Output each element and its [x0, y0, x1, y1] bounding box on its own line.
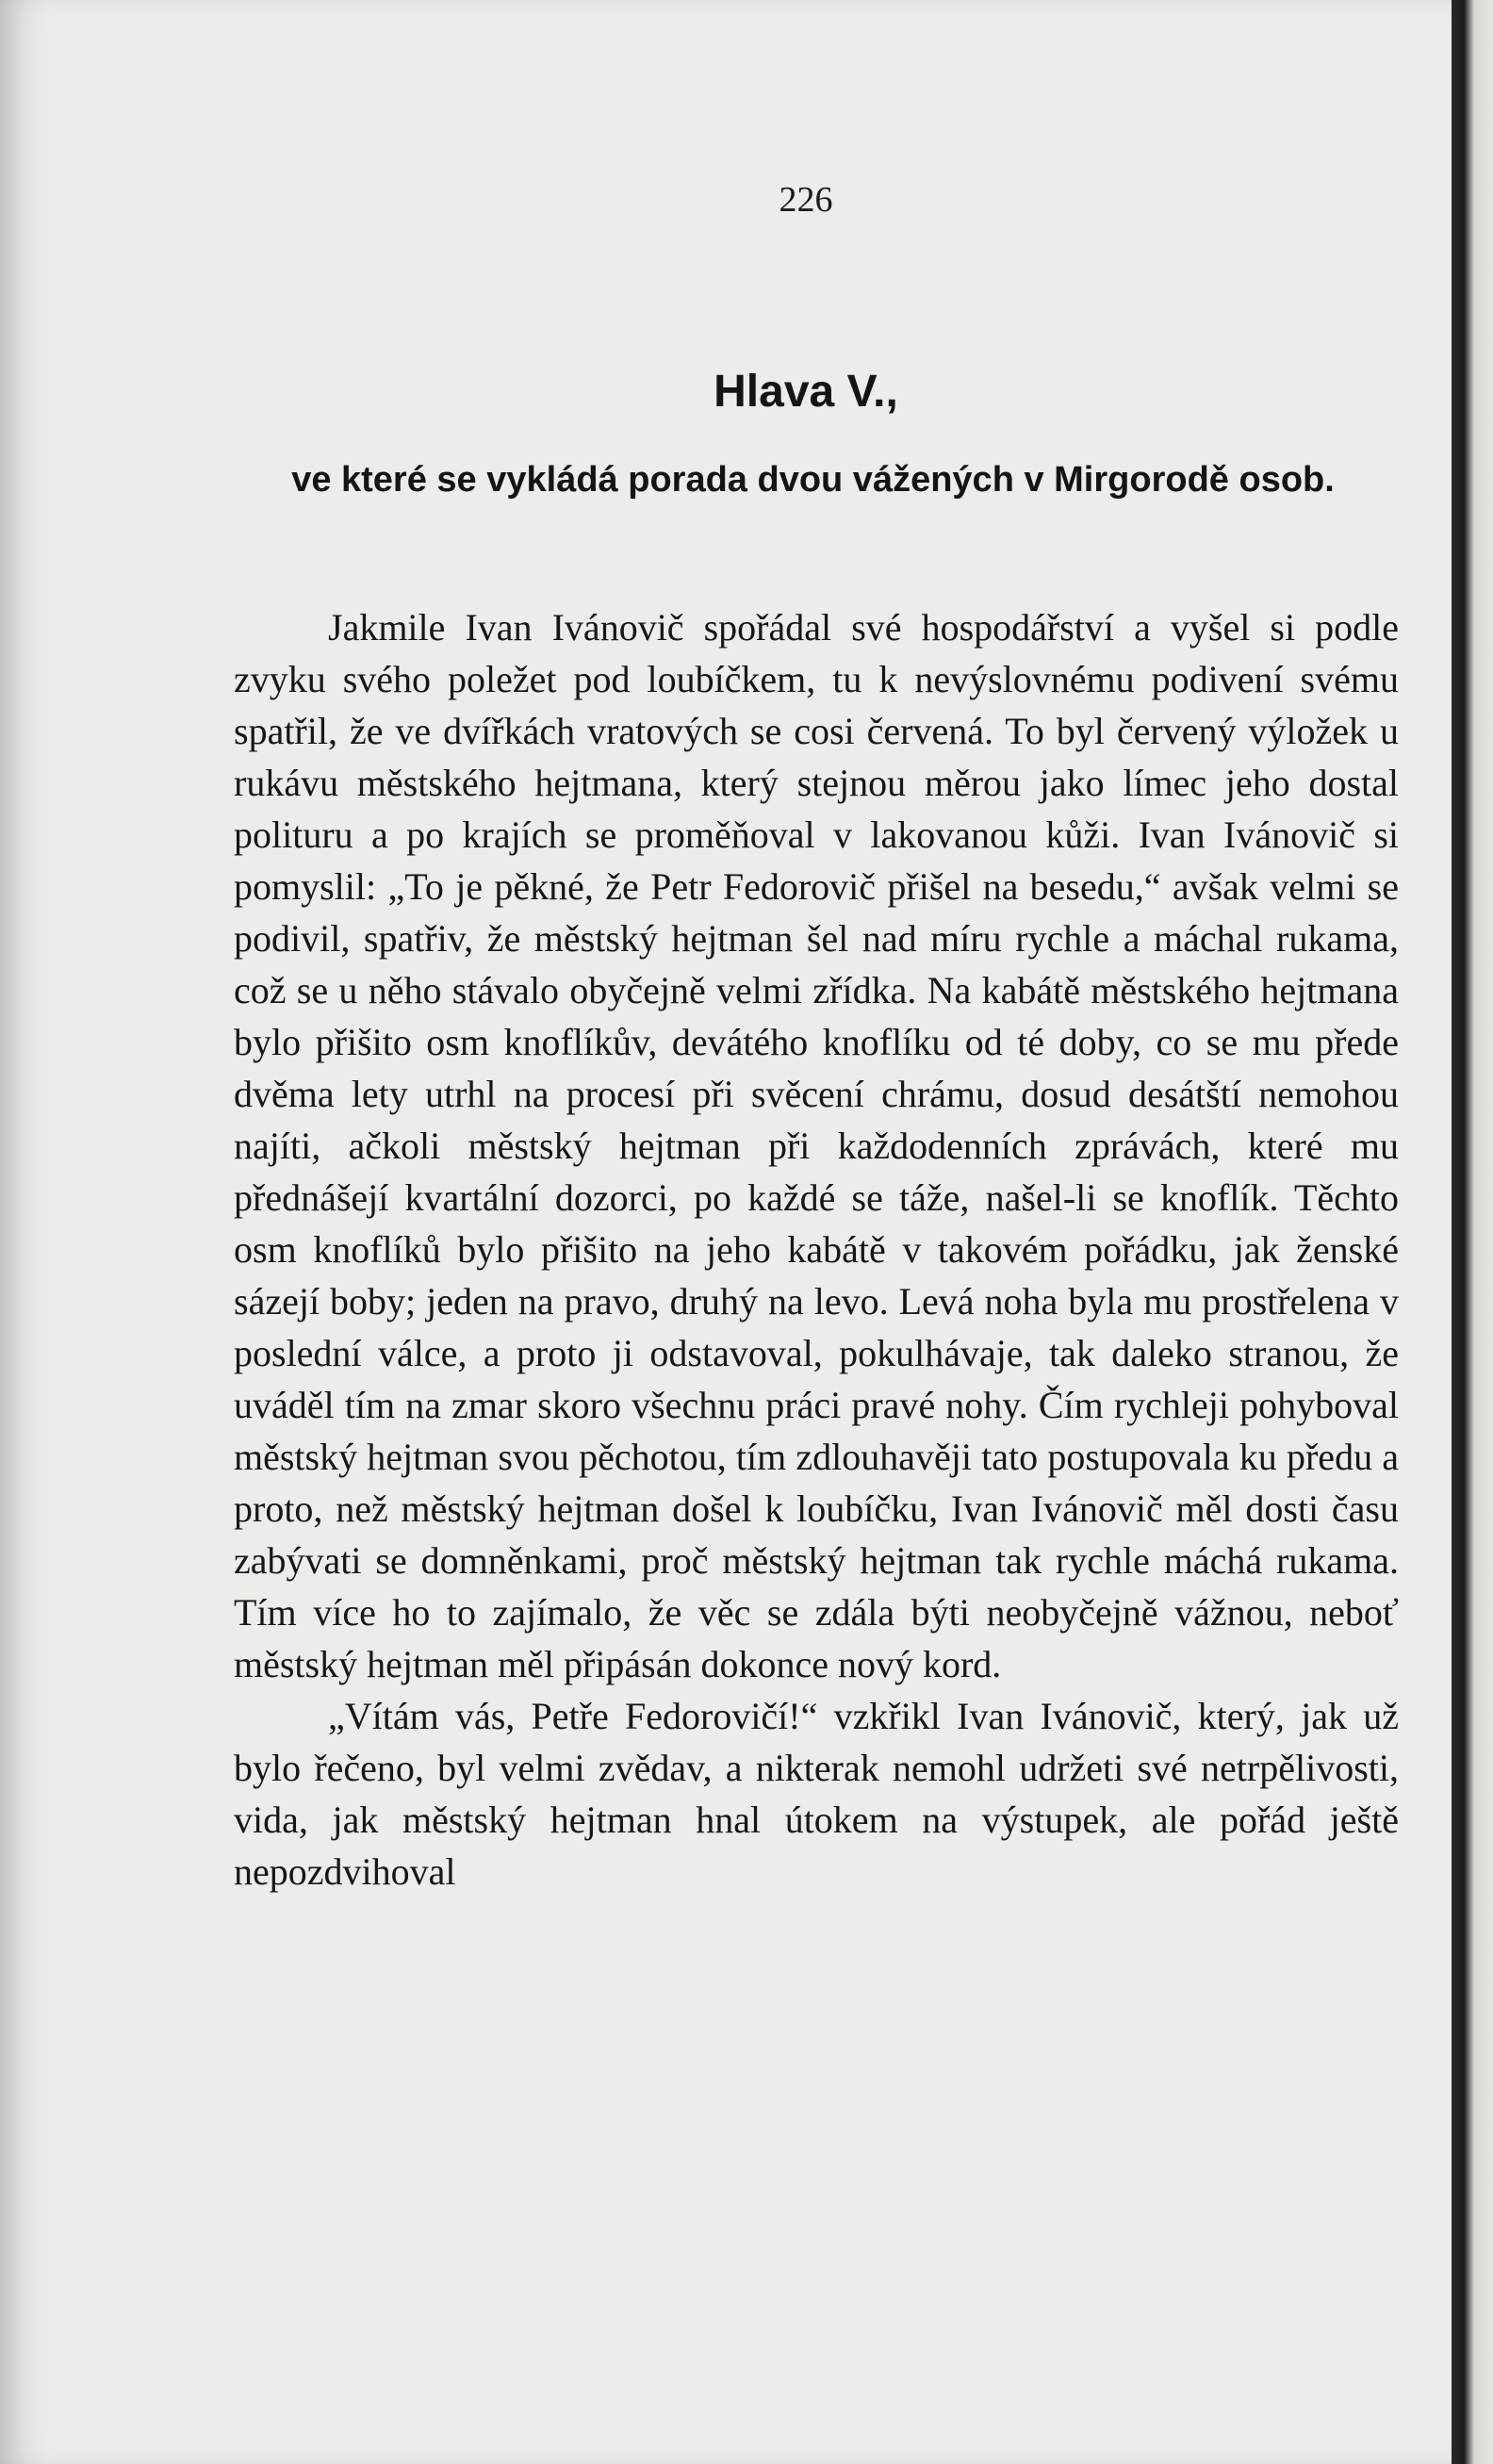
paragraph: „Vítám vás, Petře Fedorovičí!“ vzkřikl Ivan Ivánovič, který, jak už bylo řečeno, byl velmi zvědav, a nikterak nemohl udržeti své netrpělivosti, vida, jak městský hejtman hnal útokem na výstupek, ale pořád ještě nepozdvihoval [234, 1695, 1399, 1893]
page-number: 226 [779, 180, 833, 220]
chapter-title: Hlava V., [714, 367, 898, 417]
paragraph: Jakmile Ivan Ivánovič spořádal své hospodářství a vyšel si podle zvyku svého poležet pod loubíčkem, tu k nevýslovnému podivení svému spatřil, že ve dvířkách vratových se cosi červená. To byl červený výložek u rukávu městského hejtmana, který stejnou měrou jako límec jeho dostal polituru a po krajích se proměňoval v lakovanou kůži. Ivan Ivánovič si pomyslil: „To je pěkné, že Petr Fedorovič přišel na besedu,“ avšak velmi se podivil, spatřiv, že městský hejtman šel nad míru rychle a máchal rukama, což se u něho stávalo obyčejně velmi zřídka. Na kabátě městského hejtmana bylo přišito osm knoflíkův, devátého knoflíku od té doby, co se mu přede dvěma lety utrhl na procesí při svěcení chrámu, dosud desátští nemohou najíti, ačkoli městský hejtman při každodenních zprávách, které mu přednášejí kvartální dozorci, po každé se táže, našel-li se knoflík. Těchto osm knoflíků bylo přišito na jeho kabátě v takovém pořádku, jak ženské sázejí boby; jeden na pravo, druhý na levo. Levá noha byla mu prostřelena v poslední válce, a proto ji odstavoval, pokulhávaje, tak daleko stranou, že uváděl tím na zmar skoro všechnu práci pravé nohy. Čím rychleji pohyboval městský hejtman svou pěchotou, tím zdlouhavěji tato postupovala ku předu a proto, než městský hejtman došel k loubíčku, Ivan Ivánovič měl dosti času zabývati se domněnkami, proč městský hejtman tak rychle máchá rukama. Tím více ho to zajímalo, že věc se zdála býti neobyčejně vážnou, neboť městský hejtman měl připásán dokonce nový kord. [234, 606, 1399, 1685]
chapter-subtitle: ve které se vykládá porada dvou vážených v Mirgorodě osob. [291, 460, 1335, 500]
body-text [234, 601, 1399, 1897]
page-binding-edge [1452, 0, 1493, 2464]
